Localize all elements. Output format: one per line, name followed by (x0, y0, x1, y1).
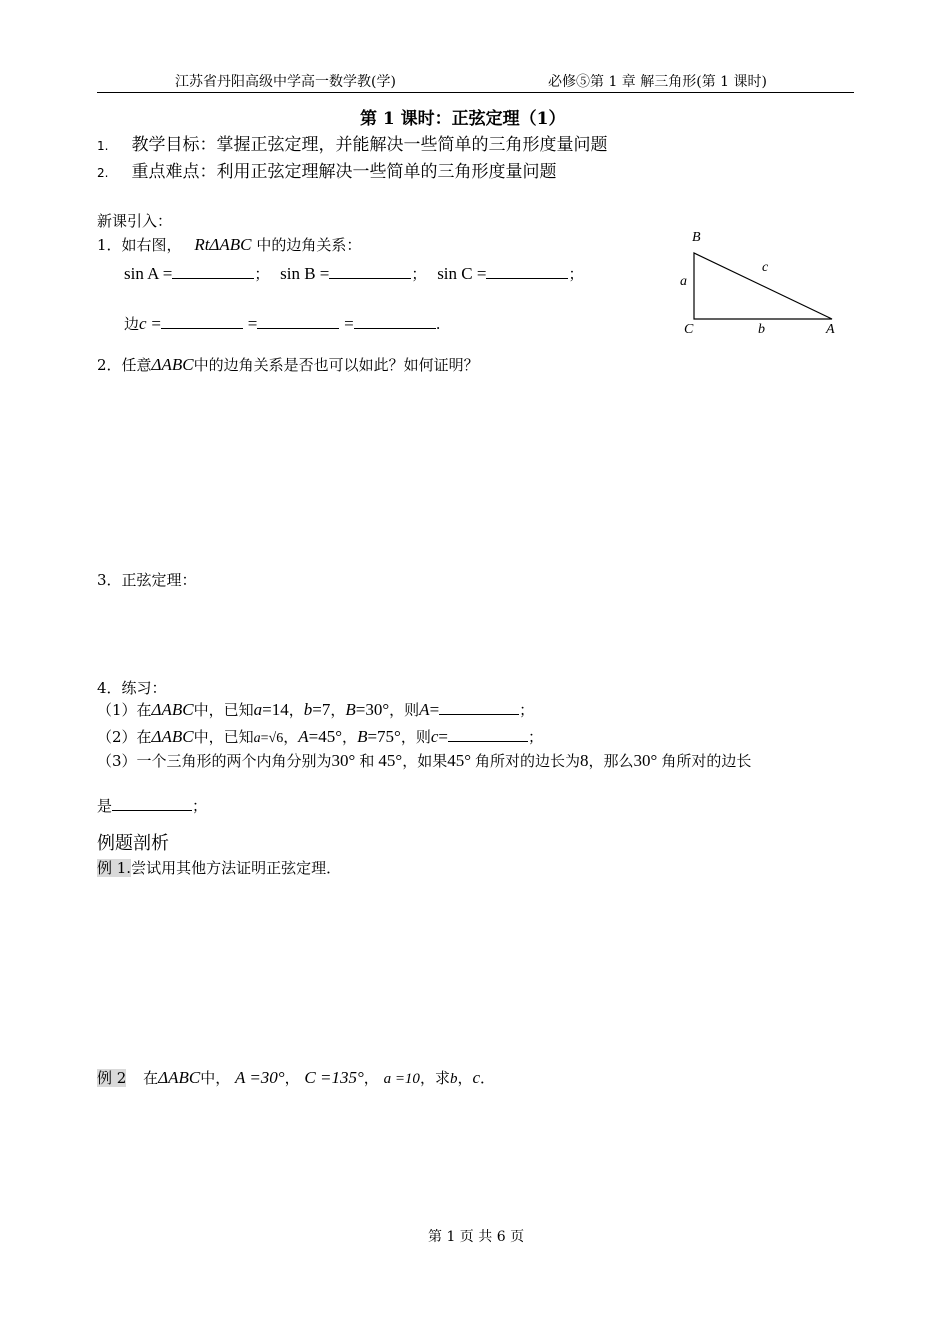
e3-and: 和 (359, 752, 375, 770)
e2-c-eq: = (438, 727, 448, 746)
side-period: . (435, 315, 441, 333)
example-2-a: a =10 (383, 1071, 420, 1087)
vertex-b-label: B (692, 230, 701, 245)
sin-c-label: sin C = (437, 264, 487, 283)
example-2-tri: ΔABC (158, 1068, 201, 1087)
e1-sep-1: ， (288, 701, 304, 719)
question-1 (97, 234, 361, 255)
example-2-mid: 中， (200, 1069, 231, 1087)
side-c-var: c (139, 314, 147, 333)
sin-c-blank (486, 264, 568, 279)
objective-2-num: 2. (97, 166, 109, 180)
side-blank-1 (161, 314, 243, 329)
side-c-row (124, 313, 440, 334)
e2-sep-2: ， (342, 728, 358, 746)
e2-c: c (430, 727, 439, 746)
exercise-2 (97, 726, 543, 747)
right-triangle-figure (670, 225, 850, 340)
e1-label: （1）在 (97, 701, 152, 719)
e1-b: b (303, 700, 313, 719)
e3-ang2: 45° (378, 751, 403, 770)
e3-part1: （3）一个三角形的两个内角分别为 (97, 752, 332, 770)
exercise-3 (97, 750, 751, 771)
q1-prefix: 1．如右图， (97, 236, 182, 254)
sin-a-label: sin A = (124, 264, 173, 283)
exercise-1 (97, 699, 534, 720)
example-2-C: C =135° (304, 1068, 364, 1087)
sin-b-semicolon: ； (411, 265, 427, 283)
example-2-pre: 在 (143, 1069, 159, 1087)
e2-label: （2）在 (97, 728, 152, 746)
e3-part5: 角所对的边长 (661, 752, 752, 770)
example-2-ask: ，求 (419, 1069, 450, 1087)
e3-blank (112, 796, 192, 811)
example-2-c: c (472, 1068, 481, 1087)
side-blank-2 (257, 314, 339, 329)
side-eq-1: = (151, 314, 161, 333)
sin-a-blank (172, 264, 254, 279)
vertex-c-label: C (684, 322, 694, 337)
vertex-a-label: A (826, 322, 835, 337)
e2-B: B (357, 727, 368, 746)
side-prefix: 边 (124, 315, 140, 333)
e2-a: a (253, 731, 261, 746)
page-title: 第 1 课时：正弦定理（1） (360, 109, 566, 129)
e2-blank (448, 727, 528, 742)
example-2-end: ． (480, 1069, 496, 1087)
header-left: 江苏省丹阳高级中学高一数学教(学) (175, 74, 396, 90)
q1-math: RtΔABC (194, 235, 252, 254)
q2-suffix: 中的边角关系是否也可以如此？如何证明？ (193, 356, 479, 374)
side-eq-3: = (344, 314, 354, 333)
examples-heading: 例题剖析 (97, 833, 169, 854)
e2-sep-1: ， (283, 728, 299, 746)
example-2-label: 例 2 (97, 1069, 127, 1087)
page-footer: 第 1 页 共 6 页 (428, 1229, 525, 1245)
objective-2-text: 重点难点：利用正弦定理解决一些简单的三角形度量问题 (131, 162, 557, 182)
e1-tri: ΔABC (151, 700, 194, 719)
question-2 (97, 354, 479, 375)
e3-ang1: 30° (331, 751, 356, 770)
objective-1 (97, 130, 608, 155)
e3-line2: 是 (97, 797, 113, 815)
e1-a-eq: =14 (262, 700, 289, 719)
e2-A-eq: =45° (308, 727, 343, 746)
example-2 (97, 1067, 495, 1088)
sin-c-semicolon: ； (568, 265, 584, 283)
e1-sep-2: ， (330, 701, 346, 719)
e1-A-eq: = (429, 700, 440, 719)
sin-b-label: sin B = (280, 264, 330, 283)
e1-then: ，则 (389, 701, 420, 719)
e2-then: ，则 (400, 728, 431, 746)
header-rule (97, 92, 854, 93)
e2-A: A (298, 727, 309, 746)
e3-part2: ，如果 (402, 752, 448, 770)
e1-a: a (253, 700, 263, 719)
side-a-label: a (680, 274, 687, 289)
intro-heading: 新课引入： (97, 212, 173, 230)
side-blank-3 (354, 314, 436, 329)
e2-tri: ΔABC (151, 727, 194, 746)
e3-len: 8 (580, 751, 589, 770)
example-2-sep-2: ， (363, 1069, 379, 1087)
example-2-sep-1: ， (284, 1069, 300, 1087)
question-3: 3．正弦定理： (97, 571, 197, 589)
e1-B-eq: =30° (355, 700, 390, 719)
e3-ang4: 30° (633, 751, 658, 770)
e1-A: A (419, 700, 430, 719)
sine-ratios-row (124, 263, 583, 284)
objective-2 (97, 157, 557, 182)
side-eq-2: = (247, 314, 258, 333)
sin-b-blank (329, 264, 411, 279)
e1-end: ； (519, 701, 535, 719)
example-2-b: b (449, 1071, 458, 1087)
q1-suffix: 中的边角关系： (256, 236, 362, 254)
objective-1-num: 1. (97, 139, 109, 153)
sin-a-semicolon: ； (254, 265, 270, 283)
exercise-3-line-2 (97, 795, 207, 816)
header-right: 必修⑤第 1 章 解三角形(第 1 课时) (548, 74, 767, 90)
e1-b-eq: =7 (312, 700, 331, 719)
e1-blank (439, 700, 519, 715)
q2-math: ΔABC (151, 355, 194, 374)
e3-ang3: 45° (447, 751, 472, 770)
objective-1-text: 教学目标：掌握正弦定理，并能解决一些简单的三角形度量问题 (131, 135, 608, 155)
q2-prefix: 2．任意 (97, 356, 152, 374)
e2-mid: 中，已知 (193, 728, 254, 746)
e1-mid: 中，已知 (193, 701, 254, 719)
example-2-A: A =30° (235, 1068, 285, 1087)
example-1-label: 例 1. (97, 859, 132, 877)
example-1 (97, 857, 341, 878)
e2-B-eq: =75° (367, 727, 401, 746)
e2-end: ； (528, 728, 544, 746)
side-c-label: c (762, 260, 769, 275)
e3-part4: ，那么 (588, 752, 634, 770)
e3-part3: 角所对的边长为 (475, 752, 581, 770)
e2-a-eq: =√6 (260, 731, 284, 746)
question-4: 4．练习： (97, 679, 167, 697)
side-b-label: b (758, 322, 765, 337)
e1-B: B (345, 700, 356, 719)
e3-end: ； (192, 797, 208, 815)
example-1-text: 尝试用其他方法证明正弦定理． (131, 859, 342, 877)
example-2-sep-3: ， (457, 1069, 473, 1087)
